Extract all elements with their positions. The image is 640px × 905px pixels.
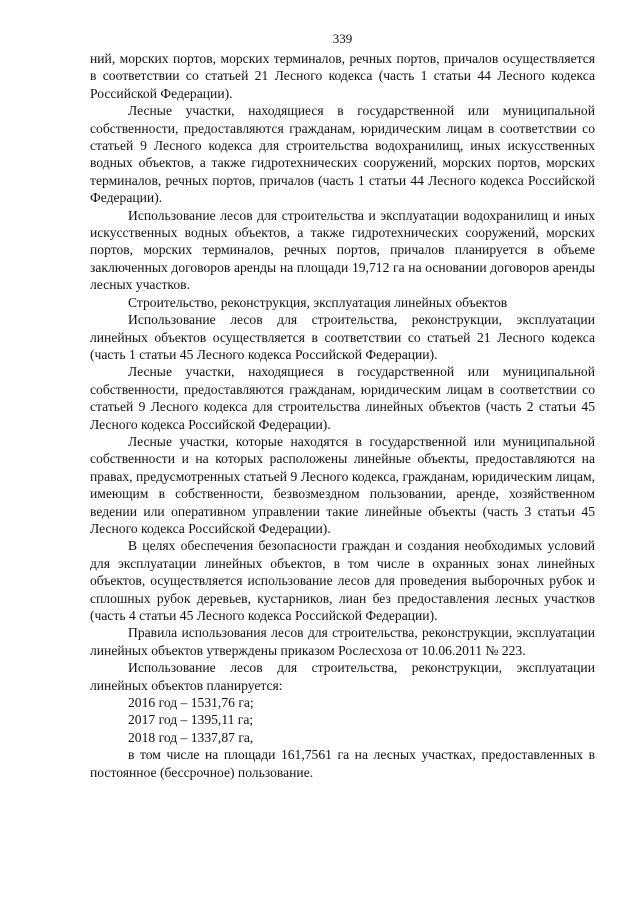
paragraph-10: Использование лесов для строительства, реконструкции, эксплуатации линейных объектов планируется:: [90, 660, 595, 693]
plan-line-2018: 2018 год – 1337,87 га,: [128, 729, 254, 745]
paragraph-5: Использование лесов для строительства, реконструкции, эксплуатации линейных объектов осуществляется в соответствии со статьей 21 Лесного кодекса (часть 1 статьи 45 Лесного кодекса Российской Федерации).: [90, 312, 595, 362]
paragraph-3: Использование лесов для строительства и эксплуатации водохранилищ и иных искусственных водных объектов, а также гидротехнических сооружений, морских портов, морских терминалов, речных портов, причалов планируется в объеме заключенных договоров аренды на площади 19,712 га на основании договоров аренды лесных участков.: [90, 207, 595, 293]
plan-list: [90, 694, 595, 746]
paragraph-6: Лесные участки, находящиеся в государственной или муниципальной собственности, предоставляются гражданам, юридическим лицам в соответствии со статьей 9 Лесного кодекса для строительства линейных объектов (часть 2 статьи 45 Лесного кодекса Российской Федерации).: [90, 364, 595, 432]
plan-line-2017: 2017 год – 1395,11 га;: [128, 712, 254, 728]
paragraph-2: Лесные участки, находящиеся в государственной или муниципальной собственности, предоставляются гражданам, юридическим лицам в соответствии со статьей 9 Лесного кодекса для строительства водохранилищ, иных искусственных водных объектов, а также гидротехнических сооружений, морских портов, морских терминалов, речных портов, причалов (часть 1 статьи 44 Лесного кодекса Российской Федерации).: [90, 103, 595, 206]
page-number: 339: [332, 31, 353, 46]
paragraph-8: В целях обеспечения безопасности граждан и создания необходимых условий для эксплуатации линейных объектов, в том числе в охранных зонах линейных объектов, осуществляется использование лесов для проведения выборочных рубок и сплошных рубок деревьев, кустарников, лиан без предоставления лесных участков (часть 4 статьи 45 Лесного кодекса Российской Федерации).: [90, 538, 595, 623]
section-heading-linear-objects: Строительство, реконструкция, эксплуатация линейных объектов: [128, 294, 508, 310]
plan-line-2016: 2016 год – 1531,76 га;: [128, 695, 254, 711]
closing-paragraph: в том числе на площади 161,7561 га на лесных участках, предоставленных в постоянное (бессрочное) пользование.: [90, 747, 595, 780]
paragraph-1: ний, морских портов, морских терминалов, речных портов, причалов осуществляется в соответствии со статьей 21 Лесного кодекса (часть 1 статьи 44 Лесного кодекса Российской Федерации).: [90, 51, 595, 101]
paragraph-7: Лесные участки, которые находятся в государственной или муниципальной собственности и на которых расположены линейные объекты, предоставляются на правах, предусмотренных статьей 9 Лесного кодекса, гражданам, юридическим лицам, имеющим в собственности, безвозмездном пользовании, аренде, хозяйственном ведении или оперативном управлении такие линейные объекты (часть 3 статьи 45 Лесного кодекса Российской Федерации).: [90, 433, 595, 536]
document-page: [90, 30, 595, 781]
paragraph-9: Правила использования лесов для строительства, реконструкции, эксплуатации линейных объектов утверждены приказом Рослесхоза от 10.06.2011 № 223.: [90, 625, 595, 658]
